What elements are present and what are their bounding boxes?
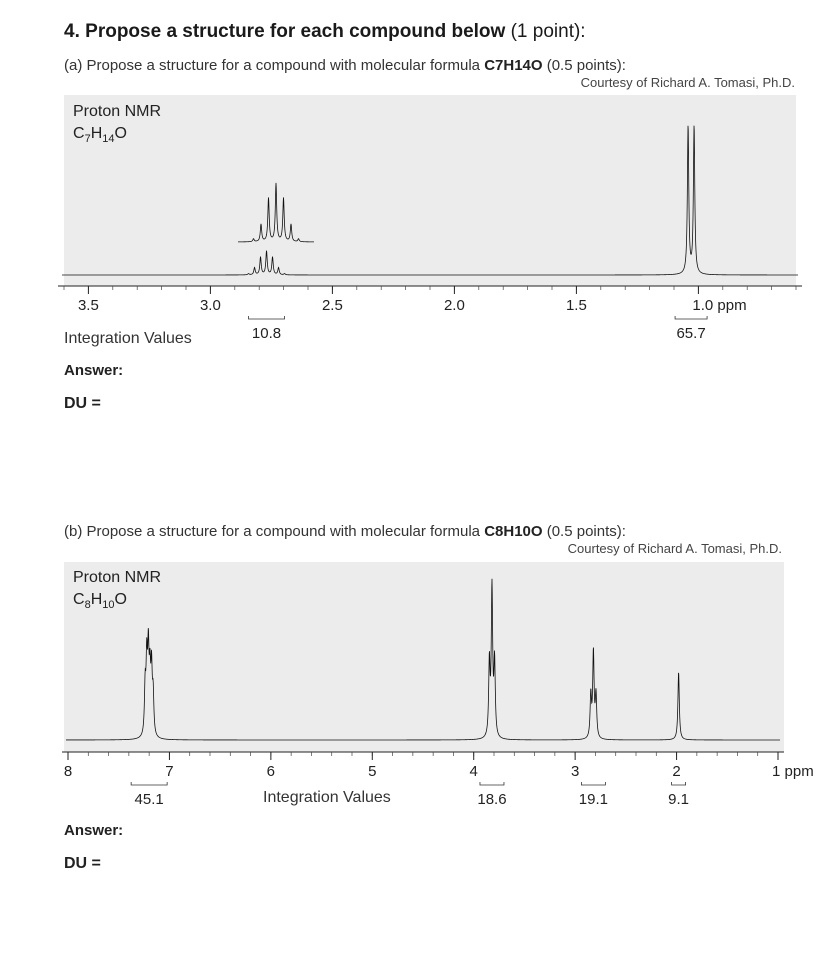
tick-label: 3.5 bbox=[77, 297, 99, 314]
question-title-bold: Propose a structure for each compound below bbox=[85, 21, 506, 42]
integration-label-b: Integration Values bbox=[263, 789, 391, 806]
tick-label: 1 ppm bbox=[772, 763, 814, 780]
part-a-prompt-text: (a) Propose a structure for a compound with molecular formula bbox=[64, 57, 481, 74]
du-label-b: DU = bbox=[64, 855, 101, 872]
part-b-prompt-text: (b) Propose a structure for a compound with molecular formula bbox=[64, 523, 481, 540]
integration-value: 45.1 bbox=[134, 791, 164, 808]
tick-label: 3.0 bbox=[199, 297, 221, 314]
integration-value: 10.8 bbox=[251, 325, 282, 342]
tick-label: 8 bbox=[63, 763, 73, 780]
question-number: 4. bbox=[64, 21, 80, 42]
tick-label: 3 bbox=[570, 763, 580, 780]
integration-bracket bbox=[131, 782, 167, 785]
tick-label: 7 bbox=[165, 763, 174, 780]
part-b-points: (0.5 points): bbox=[546, 523, 626, 540]
tick-label: 6 bbox=[266, 763, 276, 780]
part-b-credit: Courtesy of Richard A. Tomasi, Ph.D. bbox=[567, 541, 782, 556]
tick-label: 1.0 ppm bbox=[692, 297, 747, 314]
tick-label: 2.0 bbox=[443, 297, 465, 314]
tick-label: 5 bbox=[368, 763, 377, 780]
tick-label: 4 bbox=[469, 763, 478, 780]
part-b-formula: C8H10O bbox=[484, 523, 543, 540]
formula-label-b: $C_8H_{10}O$ bbox=[73, 591, 127, 612]
integration-bracket bbox=[672, 782, 686, 785]
formula-label-a: $C_7H_{14}O$ bbox=[73, 125, 127, 146]
integration-value: 19.1 bbox=[578, 791, 609, 808]
part-a-credit: Courtesy of Richard A. Tomasi, Ph.D. bbox=[580, 75, 795, 90]
part-a-formula: C7H14O bbox=[484, 57, 543, 74]
integration-value: 9.1 bbox=[668, 791, 690, 808]
integration-value: 65.7 bbox=[676, 325, 706, 342]
nmr-title-a: Proton NMR bbox=[73, 103, 162, 120]
integration-bracket bbox=[480, 782, 504, 785]
tick-label: 1.5 bbox=[565, 297, 587, 314]
answer-label-b: Answer: bbox=[64, 822, 124, 839]
integration-label-a: Integration Values bbox=[64, 330, 192, 347]
part-a-points: (0.5 points): bbox=[546, 57, 626, 74]
tick-label: 2 bbox=[672, 763, 681, 780]
integration-value: 18.6 bbox=[477, 791, 507, 808]
tick-label: 2.5 bbox=[321, 297, 343, 314]
spectrum-trace bbox=[66, 579, 780, 740]
integration-bracket bbox=[581, 782, 605, 785]
answer-label-a: Answer: bbox=[64, 362, 124, 379]
question-points: (1 point): bbox=[510, 21, 586, 42]
nmr-title-b: Proton NMR bbox=[73, 569, 162, 586]
du-label-a: DU = bbox=[64, 395, 101, 412]
